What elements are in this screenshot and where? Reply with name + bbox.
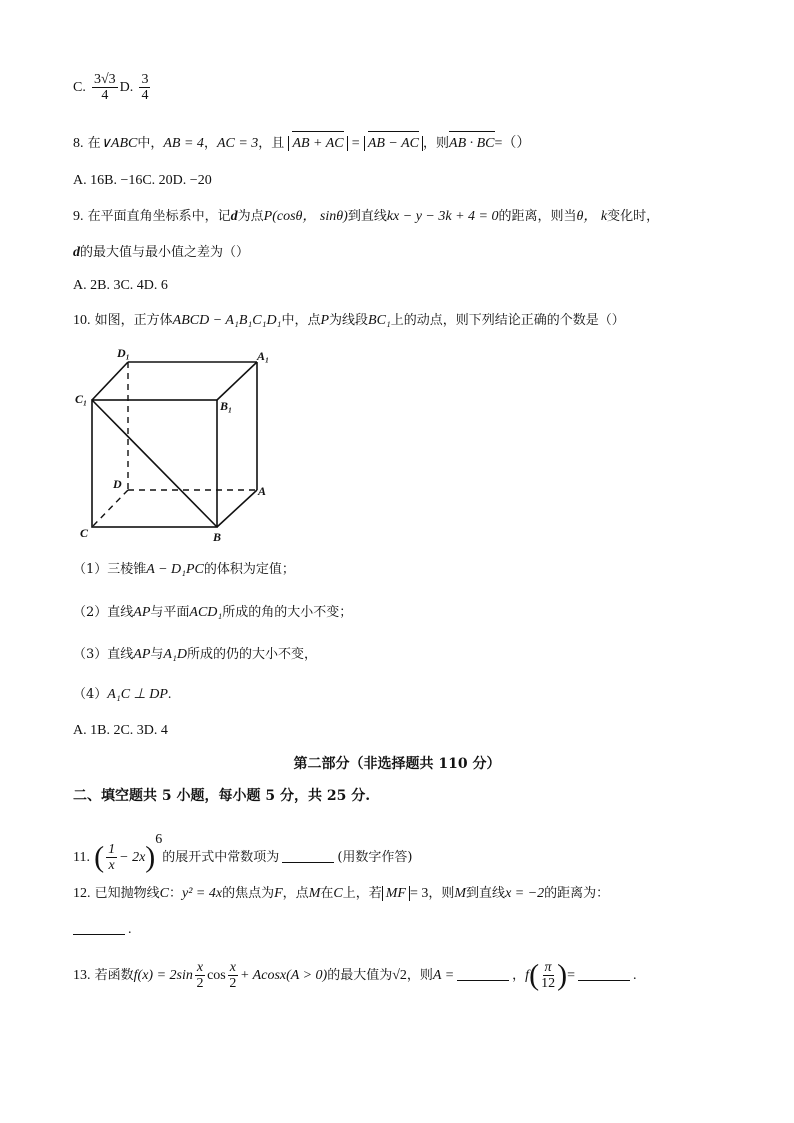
label-c: C [80,526,89,540]
part-2-title: 第二部分（非选择题共 110 分） [293,756,501,772]
q8-equals: = [351,136,360,151]
q10-s1-math: A − D₁PC [146,562,204,577]
q13-a: A = [432,968,455,983]
q13-frac-1-den: 2 [196,976,204,991]
q11-frac-den: x [108,858,115,873]
question-9 [73,208,659,226]
q9-d-2: d [73,245,80,260]
q10-text-1: 如图，正方体 [94,313,173,328]
q7-option-d-num: 3 [141,72,149,87]
q13-frac-2-num: x [229,960,236,975]
q8-abs-sum-text: AB + AC [292,136,344,151]
q12-number: 12. [73,886,91,901]
q13-frac-2 [228,960,238,991]
q12-text-1: 已知抛物线 [94,886,160,901]
q12-text-6: 上，若 [342,886,382,901]
q9-d: d [230,209,238,224]
q13-sqrt2: √2 [392,968,407,983]
q10-s2-mid: 与平面 [150,605,190,620]
q12-answer-line [73,921,132,939]
q8-sep: ， [203,136,217,151]
q13-right-paren: ) [557,958,568,992]
q12-text-4: ，点 [282,886,309,901]
edge-d-c [92,490,128,527]
q13-frac-pi [541,960,555,991]
q8-choices: A. 16B. −16C. 20D. −20 [73,173,212,188]
q13-frac-2-den: 2 [229,976,237,991]
q12-eq: = 3 [409,886,429,901]
q13-answer-blank-f[interactable] [578,980,630,981]
q10-statement-1 [73,561,295,579]
q10-s2-pre: （2）直线 [73,605,134,620]
q13-end: . [632,968,637,983]
q12-text-8: 到直线 [466,886,506,901]
q12-line: x = −2 [505,886,545,901]
q10-s3-mid: 与 [150,647,164,662]
q13-pi-num: π [544,960,552,975]
q10-cube: ABCD − A₁B₁C₁D₁ [172,313,282,328]
q7-options [73,72,152,103]
q8-ac: AC = 3 [216,136,259,151]
q12-m-2: M [454,886,467,901]
q8-dot-product: AB · BC [449,136,495,151]
q8-text-5: =（） [494,136,531,151]
q13-text-3: ，则 [406,968,433,983]
q8-number: 8. [73,136,84,151]
q12-end: . [128,922,132,937]
question-8 [73,135,530,153]
q10-s3-ap: AP [133,647,151,662]
q8-text-1: 在 [87,136,101,151]
q13-fx: f(x) = 2sin [133,968,193,983]
q10-s3-pre: （3）直线 [73,647,134,662]
question-12 [73,885,609,903]
label-d1: D₁ [117,346,130,360]
edge-c1-d1 [92,362,128,400]
label-b1: B₁ [220,399,233,413]
label-a: A [258,484,267,498]
q13-rest: + Acosx(A > 0) [239,968,328,983]
q10-s2-plane: ACD₁ [189,605,223,620]
q10-s2-ap: AP [133,605,151,620]
q7-option-d-den: 4 [141,88,149,103]
q8-text-2: 中， [137,136,164,151]
q10-s3-a1d: A₁D [163,647,187,662]
label-a1: A₁ [257,349,270,363]
q10-s4-pre: （4） [73,687,108,702]
q12-text-5: 在 [320,886,334,901]
q7-option-c-label: C. [73,80,86,95]
q11-rest: − 2x [119,850,146,865]
q10-text-4: 上的动点，则下列结论正确的个数是（） [390,313,625,328]
q12-text-3: 的焦点为 [222,886,275,901]
q12-text-2: ： [169,886,183,901]
q10-statement-3 [73,646,317,664]
q10-s1-pre: （1）三棱锥 [73,562,147,577]
q11-answer-blank[interactable] [282,862,334,863]
q13-sep: ， [512,968,526,983]
q13-number: 13. [73,968,91,983]
q11-tail: (用数字作答) [337,850,413,865]
label-c1: C₁ [75,392,88,406]
q10-s4-post: . [167,687,172,702]
q13-frac-1-num: x [196,960,204,975]
q10-number: 10. [73,313,91,328]
q12-text-9: 的距离为： [544,886,610,901]
q7-option-c-num: 3√3 [93,72,116,87]
q9-text-2: 为点 [237,209,264,224]
q12-f: F [274,886,283,901]
q11-right-paren: ) [145,840,156,874]
q8-text-3: ，且 [258,136,285,151]
q11-left-paren: ( [94,840,105,874]
q7-option-c-fraction [92,72,118,103]
q8-abs-diff-text: AB − AC [367,136,420,151]
q13-pi-den: 12 [541,976,556,991]
q13-f: f [525,968,530,983]
q12-c: C [159,886,169,901]
q7-option-c-den: 4 [101,88,109,103]
q10-s3-post: 所成的仍的大小不变， [186,647,317,662]
q7-option-d-label: D. [119,80,134,95]
q10-text-2: 中，点 [281,313,321,328]
q10-choices: A. 1B. 2C. 3D. 4 [73,723,168,738]
q13-text-1: 若函数 [94,968,134,983]
q13-frac-1 [195,960,205,991]
q8-text-4: ，则 [423,136,450,151]
q12-c-2: C [333,886,343,901]
edge-b1-a1 [217,362,257,400]
q13-left-paren: ( [529,958,540,992]
q11-number: 11. [73,850,90,865]
question-11 [73,822,412,876]
q12-mf: MF [382,886,410,901]
q11-frac-num: 1 [108,842,116,857]
q8-abs-diff [364,136,423,151]
q9-line: kx − y − 3k + 4 = 0 [386,209,499,224]
q9-point: P(cosθ， sinθ) [263,209,348,224]
edge-b-a [217,490,257,527]
q10-p: P [320,313,330,328]
q9-choices: A. 2B. 3C. 4D. 6 [73,278,168,293]
question-13 [73,958,636,994]
question-10 [73,312,625,330]
q9-number: 9. [73,209,84,224]
q10-statement-4 [73,686,171,704]
label-d: D [113,477,122,491]
q11-exponent: 6 [155,832,163,847]
q13-text-2: 的最大值为 [327,968,393,983]
q8-abs-sum [288,136,347,151]
section-fill-in-title: 二、填空题共 5 小题，每小题 5 分，共 25 分. [73,788,371,804]
q8-ab: AB = 4 [163,136,204,151]
q10-s2-post: 所成的角的大小不变； [222,605,353,620]
q13-answer-blank-a[interactable] [457,980,509,981]
q8-triangle: ∨ABC [100,136,138,151]
q13-cos: cos [207,968,226,983]
q10-seg: BC₁ [368,313,391,328]
q11-text: 的展开式中常数项为 [162,850,280,865]
q10-text-3: 为线段 [329,313,369,328]
q12-text-7: ，则 [428,886,455,901]
q12-answer-blank[interactable] [73,934,125,935]
q9-text-1: 在平面直角坐标系中，记 [87,209,231,224]
q9-line-2 [73,244,249,262]
q9-text-5: 变化时， [607,209,660,224]
q9-text-3: 到直线 [347,209,387,224]
q9-vars: θ， k [576,209,608,224]
q11-fraction [106,842,117,873]
q9-text-4: 的距离，则当 [498,209,577,224]
q12-equation: y² = 4x [182,886,223,901]
q10-s4-math: A₁C ⊥ DP [107,687,168,702]
q13-eq: = [567,968,575,983]
q10-s1-post: 的体积为定值； [203,562,295,577]
q12-m: M [308,886,321,901]
q9-line-2-text: 的最大值与最小值之差为（） [80,245,250,260]
cube-figure [70,340,280,550]
label-b: B [213,530,222,544]
q10-statement-2 [73,604,352,622]
q7-option-d-fraction [139,72,150,103]
